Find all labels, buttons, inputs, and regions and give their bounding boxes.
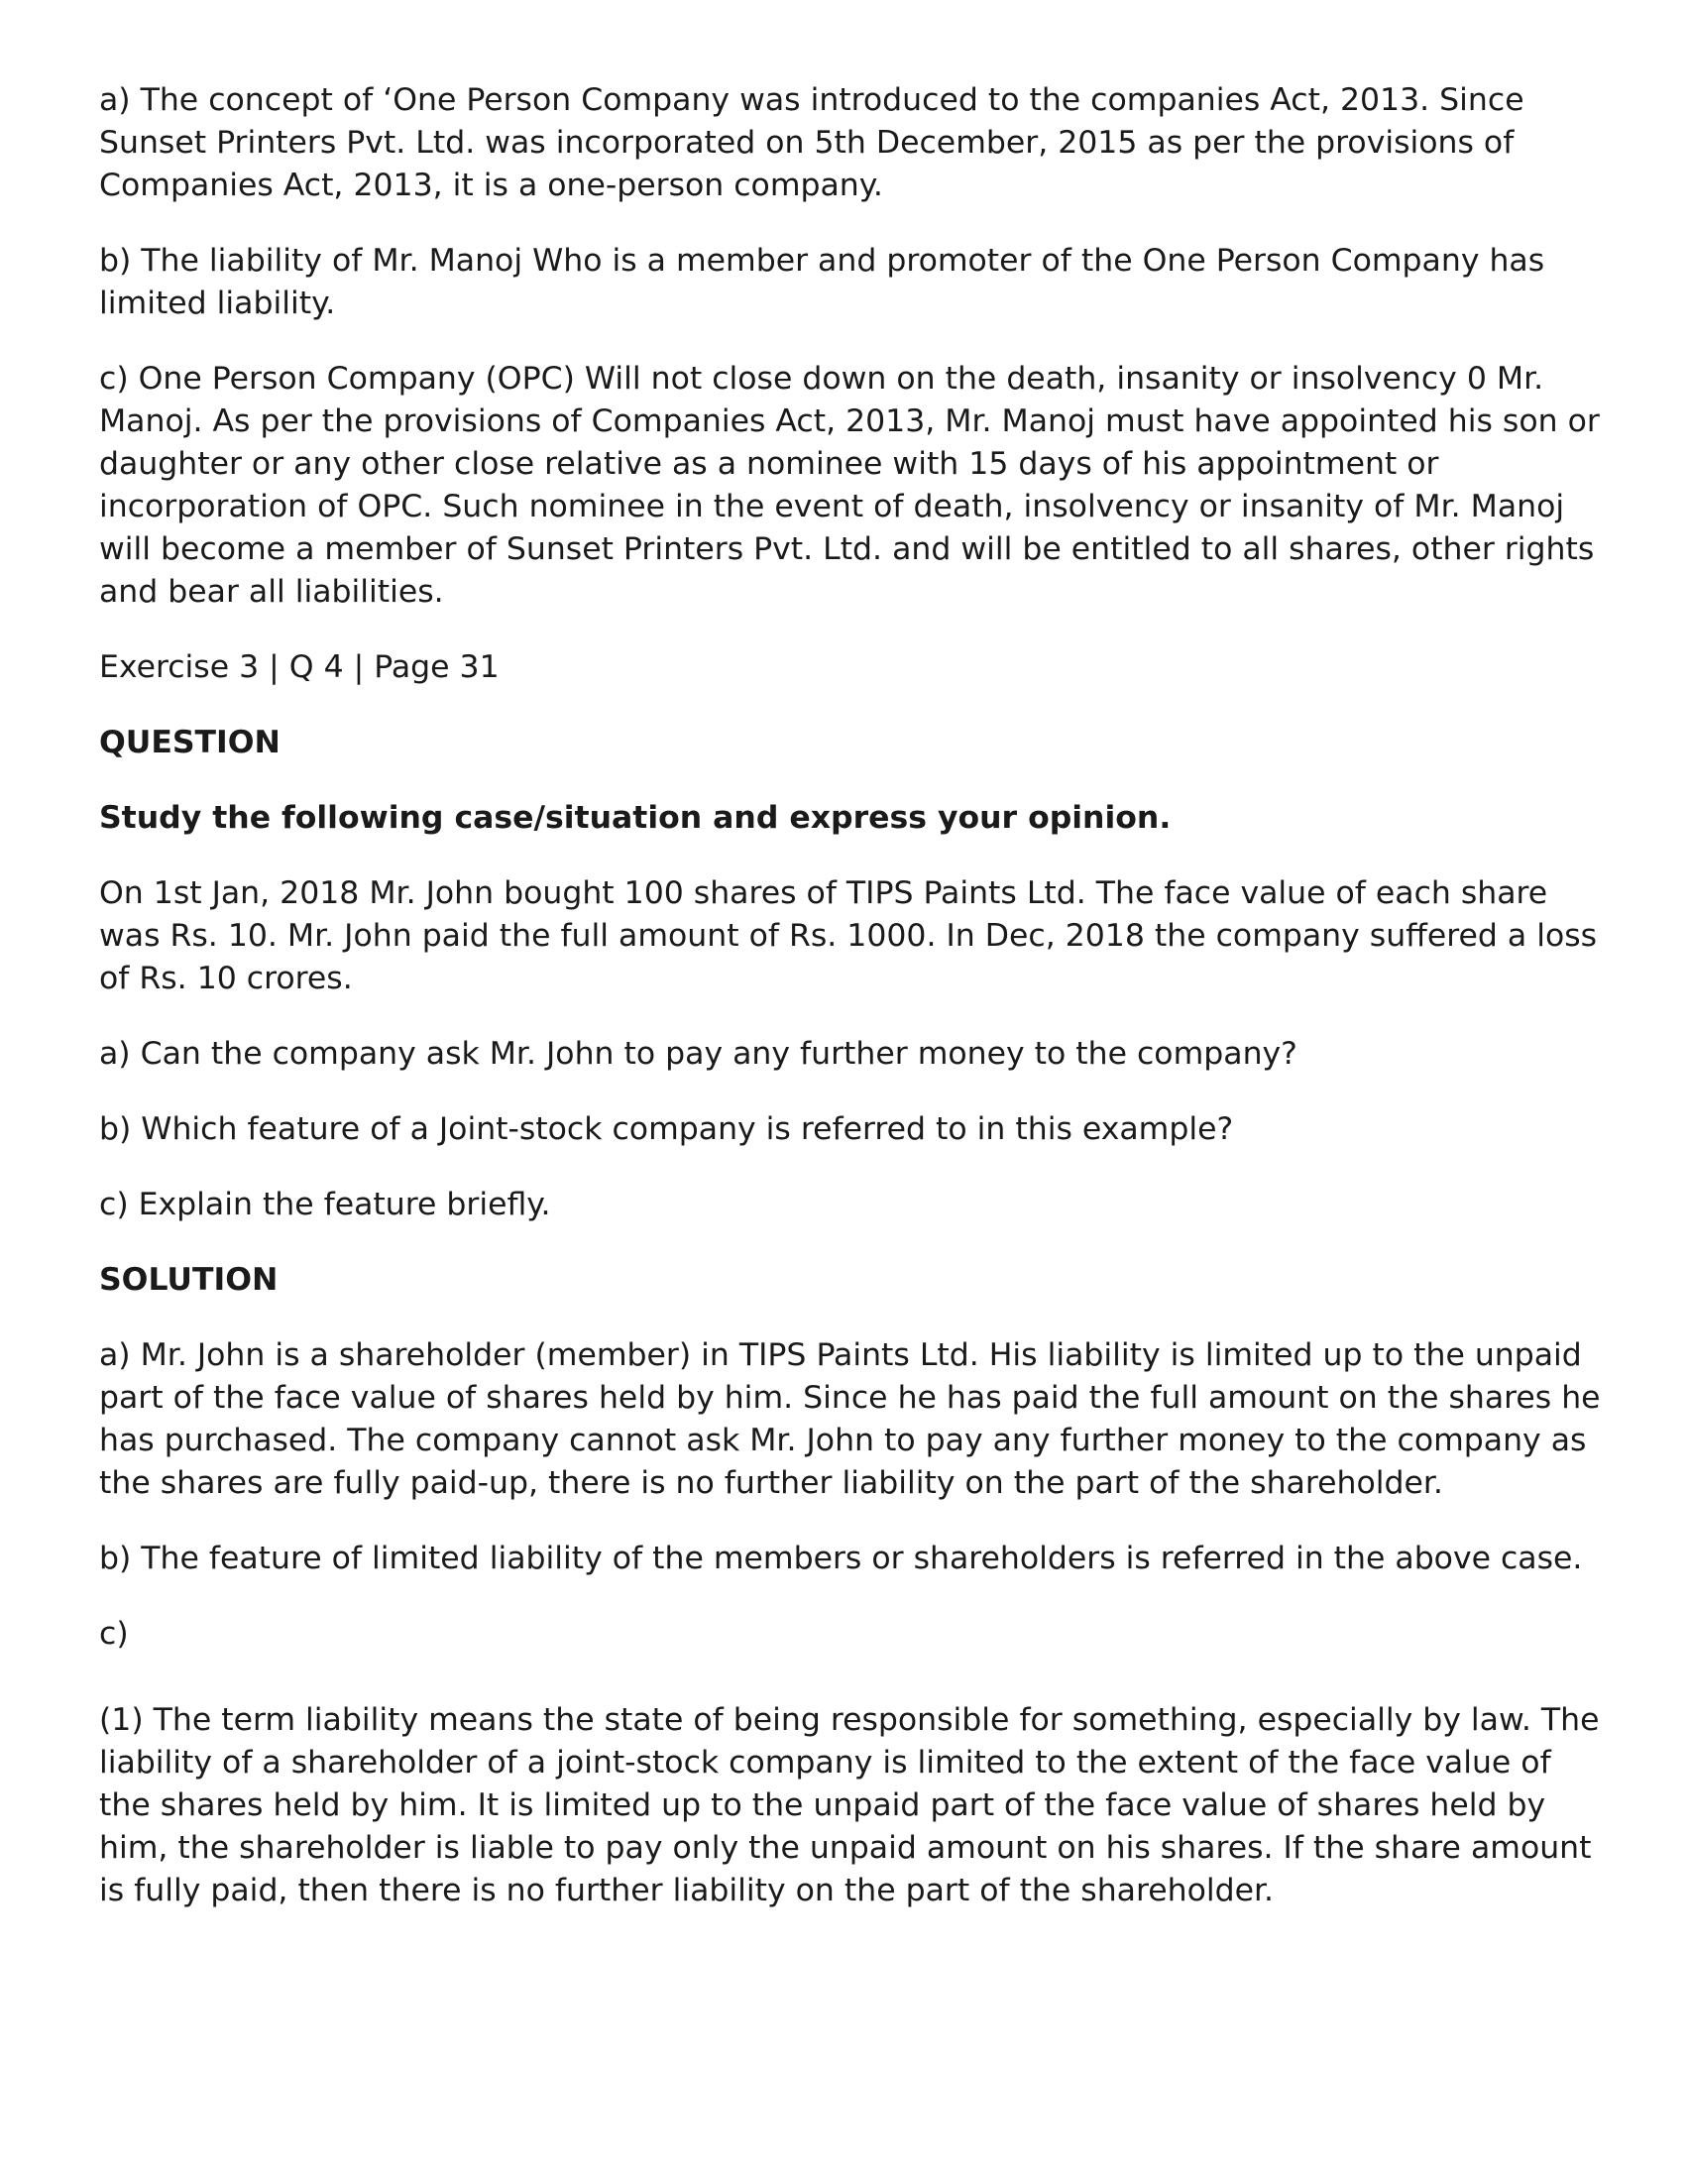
- solution-b: b) The feature of limited liability of the members or shareholders is referred in the above case.: [99, 1541, 1583, 1576]
- previous-answer-b: b) The liability of Mr. Manoj Who is a member and promoter of the One Person Company has limited liability.: [99, 243, 1545, 321]
- question-heading: QUESTION: [99, 725, 281, 760]
- exercise-reference: Exercise 3 | Q 4 | Page 31: [99, 649, 500, 685]
- solution-heading: SOLUTION: [99, 1262, 279, 1298]
- document-page: [99, 79, 1606, 1945]
- solution-a: a) Mr. John is a shareholder (member) in TIPS Paints Ltd. His liability is limited up to the unpaid part of the face value of shares held by him. Since he has paid the full amount on the shares he has purchased. The company cannot ask Mr. John to pay any further money to the company as the shares are fully paid-up, there is no further liability on the part of the shareholder.: [99, 1337, 1601, 1501]
- question-c: c) Explain the feature briefly.: [99, 1187, 551, 1222]
- previous-answer-a: a) The concept of ‘One Person Company was introduced to the companies Act, 2013. Since Sunset Printers Pvt. Ltd. was incorporated on 5th December, 2015 as per the provisions of Companies Act, 2013, it is a one-person company.: [99, 82, 1524, 203]
- solution-c-label: c): [99, 1616, 129, 1652]
- question-instruction: Study the following case/situation and express your opinion.: [99, 800, 1172, 836]
- solution-c-point-1: (1) The term liability means the state of being responsible for something, especially by law. The liability of a shareholder of a joint-stock company is limited to the extent of the face value of the shares held by him. It is limited up to the unpaid part of the face value of shares held by him, the shareholder is liable to pay only the unpaid amount on his shares. If the share amount is fully paid, then there is no further liability on the part of the shareholder.: [99, 1702, 1600, 1908]
- question-a: a) Can the company ask Mr. John to pay any further money to the company?: [99, 1036, 1297, 1072]
- question-case: On 1st Jan, 2018 Mr. John bought 100 shares of TIPS Paints Ltd. The face value of each share was Rs. 10. Mr. John paid the full amount of Rs. 1000. In Dec, 2018 the company suffered a loss of Rs. 10 crores.: [99, 875, 1598, 996]
- previous-answer-c: c) One Person Company (OPC) Will not close down on the death, insanity or insolvency 0 Mr. Manoj. As per the provisions of Companies Act, 2013, Mr. Manoj must have appointed his son or daughter or any other close relative as a nominee with 15 days of his appointment or incorporation of OPC. Such nominee in the event of death, insolvency or insanity of Mr. Manoj will become a member of Sunset Printers Pvt. Ltd. and will be entitled to all shares, other rights and bear all liabilities.: [99, 361, 1600, 610]
- question-b: b) Which feature of a Joint-stock company is referred to in this example?: [99, 1111, 1234, 1147]
